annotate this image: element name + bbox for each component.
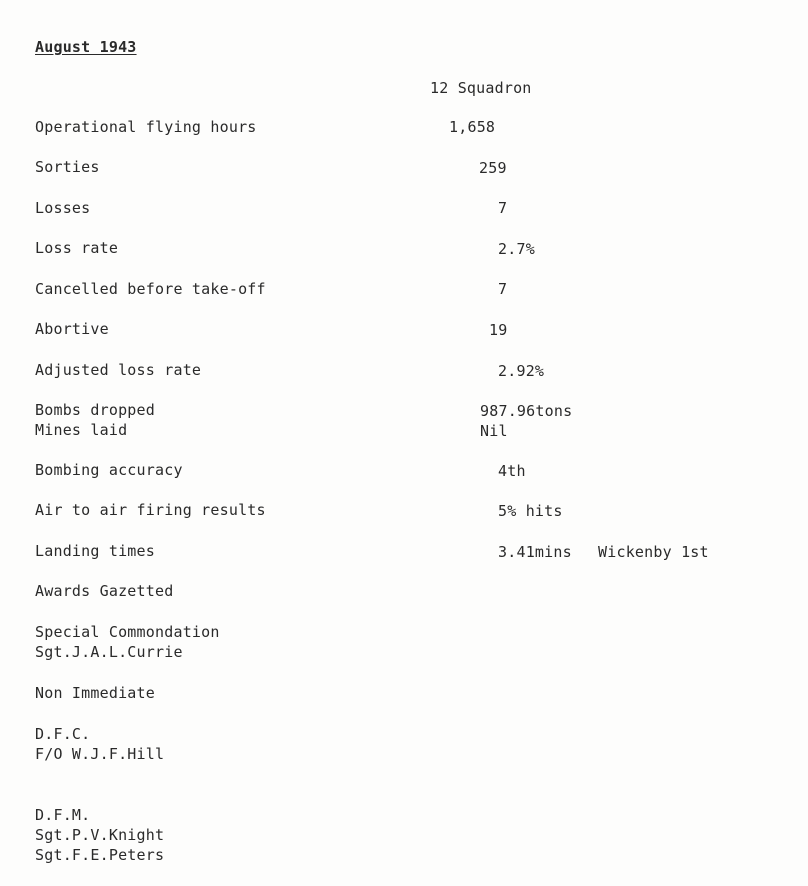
column-header: 12 Squadron [430, 79, 532, 97]
row-label: Adjusted loss rate [35, 361, 202, 379]
dfm-heading: D.F.M. [35, 806, 91, 824]
row-label: Cancelled before take-off [35, 280, 266, 298]
row-label: Mines laid [35, 421, 128, 439]
row-value: 1,658 [449, 118, 496, 136]
non-immediate-heading: Non Immediate [35, 684, 155, 702]
row-label: Bombs dropped [35, 401, 155, 419]
dfm-name: Sgt.P.V.Knight [35, 826, 165, 844]
row-label: Bombing accuracy [35, 461, 183, 479]
row-value: Nil [480, 422, 508, 440]
special-commendation-name: Sgt.J.A.L.Currie [35, 643, 183, 661]
row-value: 2.92% [498, 362, 545, 380]
document-title: August 1943 [35, 38, 137, 56]
dfm-name: Sgt.F.E.Peters [35, 846, 165, 864]
dfc-heading: D.F.C. [35, 725, 91, 743]
row-value: 987.96tons [480, 402, 573, 420]
row-label: Losses [35, 199, 91, 217]
row-label: Landing times [35, 542, 155, 560]
awards-heading: Awards Gazetted [35, 582, 174, 600]
row-value: 7 [498, 199, 508, 217]
row-label: Air to air firing results [35, 501, 266, 519]
dfc-name: F/O W.J.F.Hill [35, 745, 165, 763]
row-label: Abortive [35, 320, 109, 338]
row-value: 259 [479, 159, 507, 177]
row-value: 7 [498, 280, 508, 298]
row-label: Operational flying hours [35, 118, 257, 136]
row-value: 5% hits [498, 502, 563, 520]
row-value: 4th [498, 462, 526, 480]
row-note: Wickenby 1st [598, 543, 709, 561]
row-label: Loss rate [35, 239, 119, 257]
row-value: 19 [489, 321, 508, 339]
row-value: 3.41mins [498, 543, 572, 561]
special-commendation-heading: Special Commondation [35, 623, 220, 641]
row-label: Sorties [35, 158, 100, 176]
row-value: 2.7% [498, 240, 535, 258]
